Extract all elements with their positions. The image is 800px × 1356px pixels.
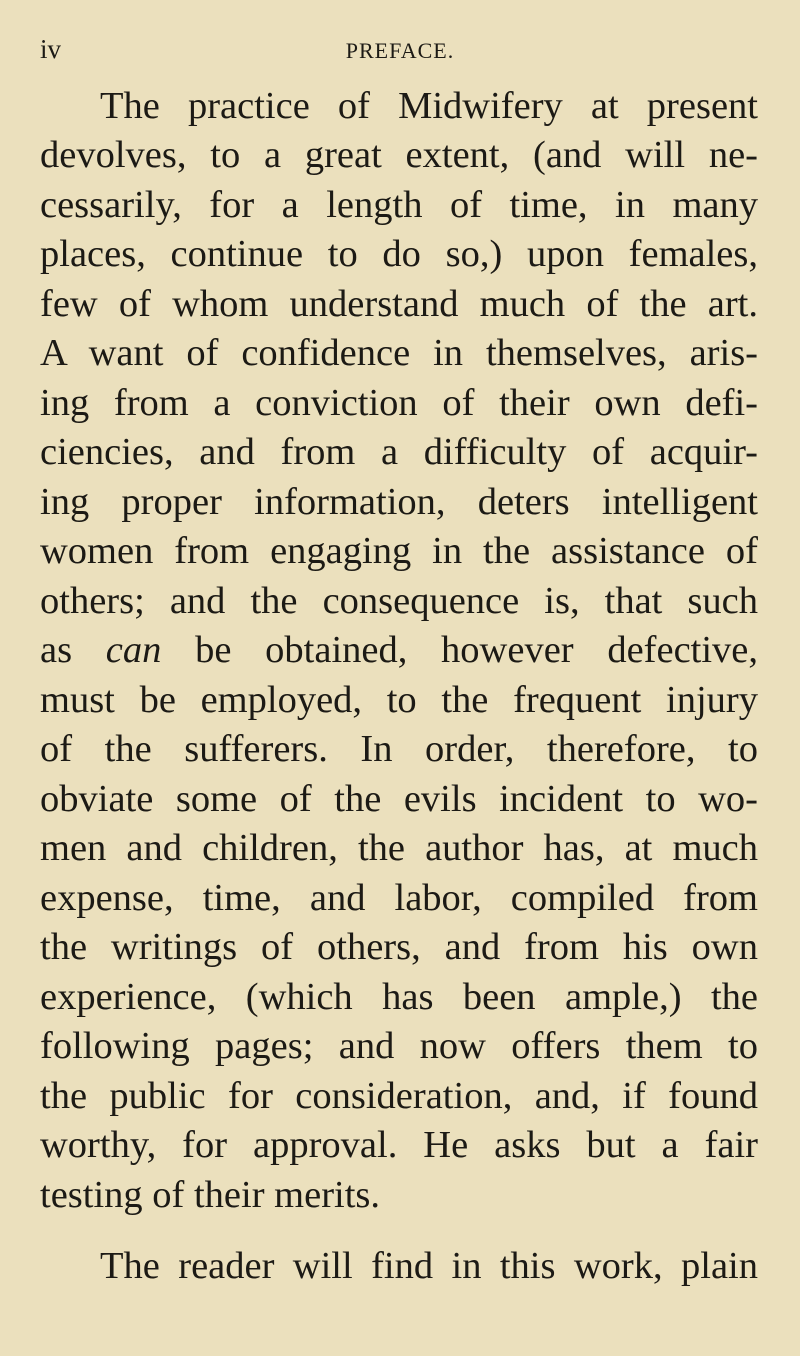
text-line: ciencies, and from a difficulty of acquir- [40,431,758,473]
text-word: as [40,629,73,671]
text-line: places, continue to do so,) upon females, [40,233,758,275]
text-line: expense, time, and labor, compiled from [40,877,758,919]
text-line: worthy, for approval. He asks but a fair [40,1124,758,1166]
text-line: the public for consideration, and, if found [40,1075,758,1117]
text-line: experience, (which has been ample,) the [40,976,758,1018]
text-line: the writings of others, and from his own [40,926,758,968]
text-line: of the sufferers. In order, therefore, to [40,728,758,770]
text-line: few of whom understand much of the art. [40,283,758,325]
text-fragment: be obtained, however defective, [195,629,759,671]
text-line: others; and the consequence is, that such [40,580,758,622]
text-line: The reader will find in this work, plain [100,1245,758,1287]
running-title: PREFACE. [345,38,455,63]
text-line: testing of their merits. [40,1174,381,1216]
text-line: devolves, to a great extent, (and will ne- [40,134,758,176]
text-line: men and children, the author has, at much [40,827,758,869]
text-line: The practice of Midwifery at present [100,85,758,127]
text-line: obviate some of the evils incident to wo- [40,778,758,820]
text-line: following pages; and now offers them to [40,1025,758,1067]
text-line: A want of confidence in themselves, aris- [40,332,758,374]
text-line: ing from a conviction of their own defi- [40,382,758,424]
text-line: women from engaging in the assistance of [40,530,758,572]
text-line: must be employed, to the frequent injury [40,679,758,721]
text-line: cessarily, for a length of time, in many [40,184,758,226]
italic-word: can [105,629,162,671]
page-number: iv [40,34,62,64]
text-line-with-italic [40,627,758,673]
text-line: ing proper information, deters intelligent [40,481,758,523]
